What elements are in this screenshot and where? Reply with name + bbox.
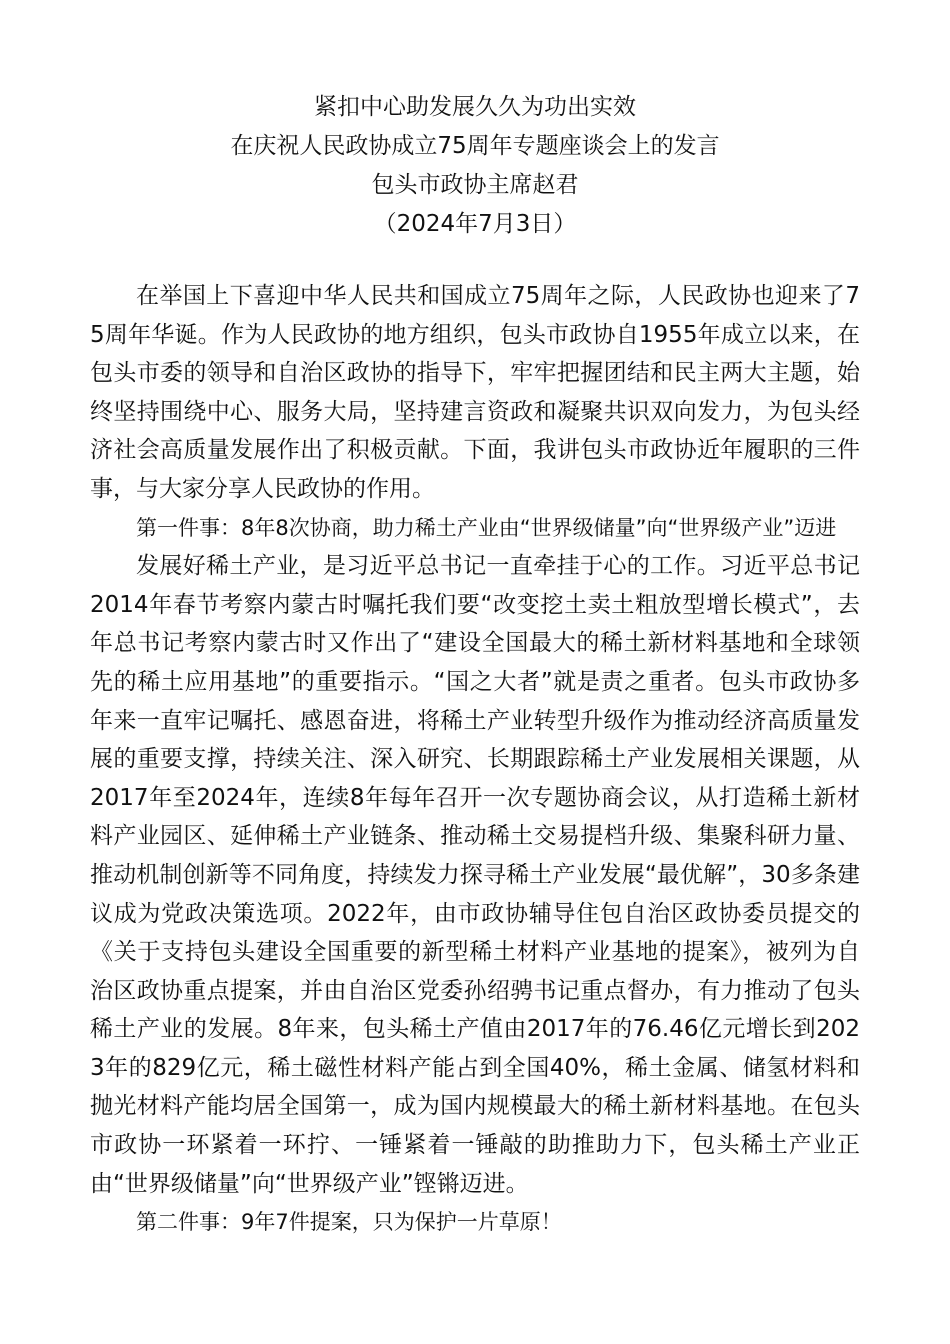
document-date: （2024年7月3日）: [373, 211, 577, 237]
section-heading-first: 第一件事：8年8次协商，助力稀土产业由“世界级储量”向“世界级产业”迈进: [136, 515, 837, 540]
intro-paragraph: 在举国上下喜迎中华人民共和国成立75周年之际，人民政协也迎来了75周年华诞。作为人民政协的地方组织，包头市政协自1955年成立以来，在包头市委的领导和自治区政协的指导下，牢牢把握团结和民主两大主题，始终坚持围绕中心、服务大局，坚持建言资政和凝聚共识双向发力，为包头经济社会高质量发展作出了积极贡献。下面，我讲包头市政协近年履职的三件事，与大家分享人民政协的作用。: [90, 283, 860, 502]
rare-earth-paragraph: 发展好稀土产业，是习近平总书记一直牵挂于心的工作。习近平总书记2014年春节考察内蒙古时嘱托我们要“改变挖土卖土粗放型增长模式”，去年总书记考察内蒙古时又作出了“建设全国最大的稀土新材料基地和全球领先的稀土应用基地”的重要指示。“国之大者”就是责之重者。包头市政协多年来一直牢记嘱托、感恩奋进，将稀土产业转型升级作为推动经济高质量发展的重要支撑，持续关注、深入研究、长期跟踪稀土产业发展相关课题，从2017年至2024年，连续8年每年召开一次专题协商会议，从打造稀土新材料产业园区、延伸稀土产业链条、推动稀土交易提档升级、集聚科研力量、推动机制创新等不同角度，持续发力探寻稀土产业发展“最优解”，30多条建议成为党政决策选项。2022年，由市政协辅导住包自治区政协委员提交的《关于支持包头建设全国重要的新型稀土材料产业基地的提案》，被列为自治区政协重点提案，并由自治区党委孙绍骋书记重点督办，有力推动了包头稀土产业的发展。8年来，包头稀土产值由2017年的76.46亿元增长到2023年的829亿元，稀土磁性材料产能占到全国40%，稀土金属、储氢材料和抛光材料产能均居全国第一，成为国内规模最大的稀土新材料基地。在包头市政协一环紧着一环拧、一锤紧着一锤敲的助推助力下，包头稀土产业正由“世界级储量”向“世界级产业”铿锵迈进。: [90, 553, 860, 1197]
section-heading-second: 第二件事：9年7件提案，只为保护一片草原！: [136, 1210, 562, 1235]
document-author: 包头市政协主席赵君: [371, 172, 579, 198]
document-page: [90, 92, 860, 1242]
document-title: 紧扣中心助发展久久为功出实效: [314, 94, 636, 120]
document-subtitle: 在庆祝人民政协成立75周年专题座谈会上的发言: [230, 133, 720, 159]
title-block: [90, 92, 860, 239]
